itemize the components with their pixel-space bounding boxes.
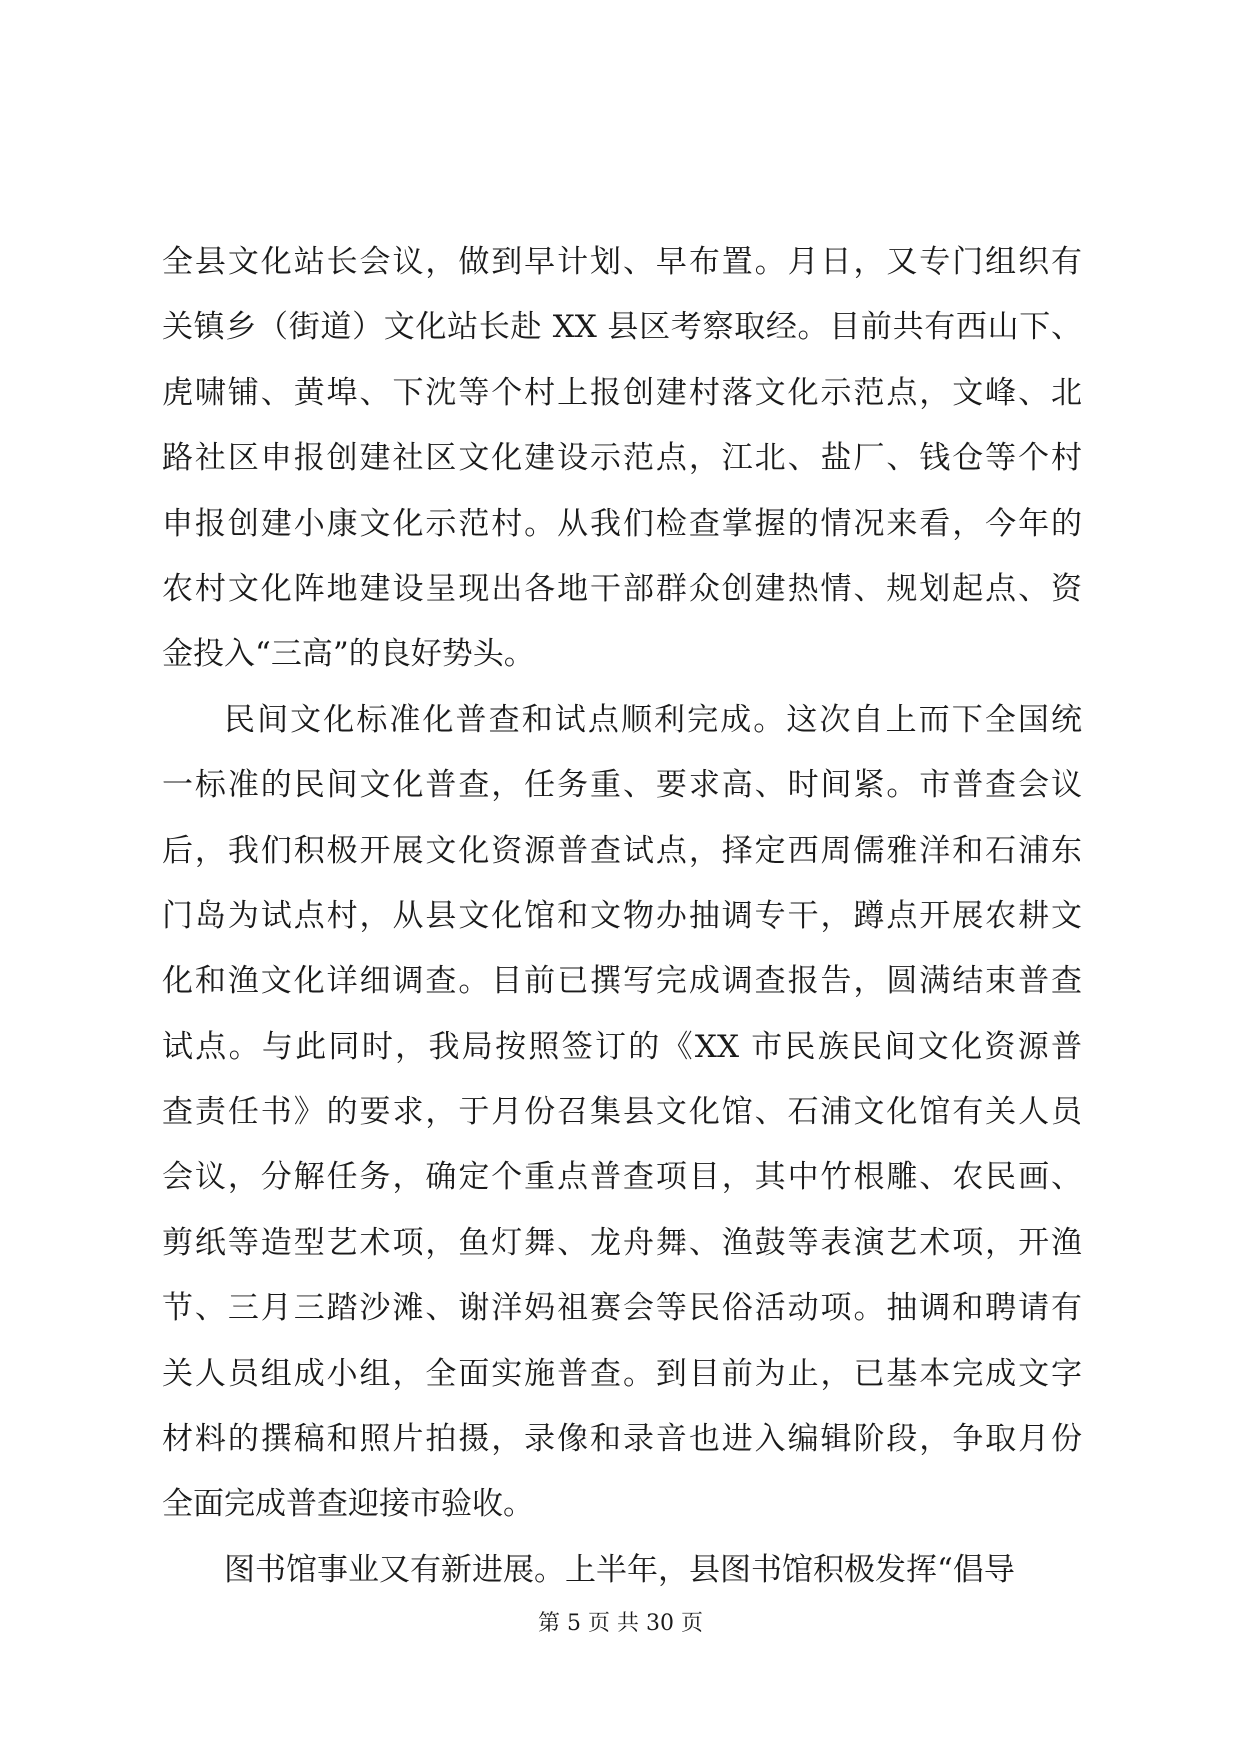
text-line: 图书馆事业又有新进展。上半年，县图书馆积极发挥“倡导	[224, 1551, 1015, 1588]
text-line: 虎啸铺、黄埠、下沈等个村上报创建村落文化示范点，文峰、北	[162, 374, 1082, 411]
text-line: 剪纸等造型艺术项，鱼灯舞、龙舟舞、渔鼓等表演艺术项，开渔	[162, 1224, 1082, 1261]
text-line: 金投入“三高”的良好势头。	[162, 636, 535, 673]
text-line: 会议，分解任务，确定个重点普查项目，其中竹根雕、农民画、	[162, 1159, 1082, 1196]
text-line: 后，我们积极开展文化资源普查试点，择定西周儒雅洋和石浦东	[162, 832, 1082, 869]
page-footer: 第 5 页 共 30 页	[538, 1611, 703, 1636]
text-line: 农村文化阵地建设呈现出各地干部群众创建热情、规划起点、资	[162, 570, 1082, 607]
text-line: 路社区申报创建社区文化建设示范点，江北、盐厂、钱仓等个村	[162, 440, 1082, 477]
text-line: 材料的撰稿和照片拍摄，录像和录音也进入编辑阶段，争取月份	[162, 1421, 1082, 1458]
text-line: 门岛为试点村，从县文化馆和文物办抽调专干，蹲点开展农耕文	[162, 897, 1082, 934]
text-line: 节、三月三踏沙滩、谢洋妈祖赛会等民俗活动项。抽调和聘请有	[162, 1290, 1082, 1327]
text-line: 关镇乡（街道）文化站长赴 XX 县区考察取经。目前共有西山下、	[162, 309, 1082, 346]
text-line: 关人员组成小组，全面实施普查。到目前为止，已基本完成文字	[162, 1355, 1082, 1392]
body-text	[162, 230, 1082, 1603]
text-line: 一标准的民间文化普查，任务重、要求高、时间紧。市普查会议	[162, 767, 1082, 804]
text-line: 全面完成普查迎接市验收。	[162, 1486, 534, 1523]
text-line: 查责任书》的要求，于月份召集县文化馆、石浦文化馆有关人员	[162, 1094, 1082, 1131]
paragraph	[162, 230, 1082, 688]
text-line: 化和渔文化详细调查。目前已撰写完成调查报告，圆满结束普查	[162, 963, 1082, 1000]
text-line: 全县文化站长会议，做到早计划、早布置。月日，又专门组织有	[162, 244, 1082, 280]
text-line: 民间文化标准化普查和试点顺利完成。这次自上而下全国统	[224, 701, 1082, 738]
paragraph	[162, 1538, 1082, 1603]
text-line: 申报创建小康文化示范村。从我们检查掌握的情况来看，今年的	[162, 505, 1082, 542]
paragraph	[162, 688, 1082, 1538]
text-line: 试点。与此同时，我局按照签订的《XX 市民族民间文化资源普	[162, 1028, 1082, 1065]
